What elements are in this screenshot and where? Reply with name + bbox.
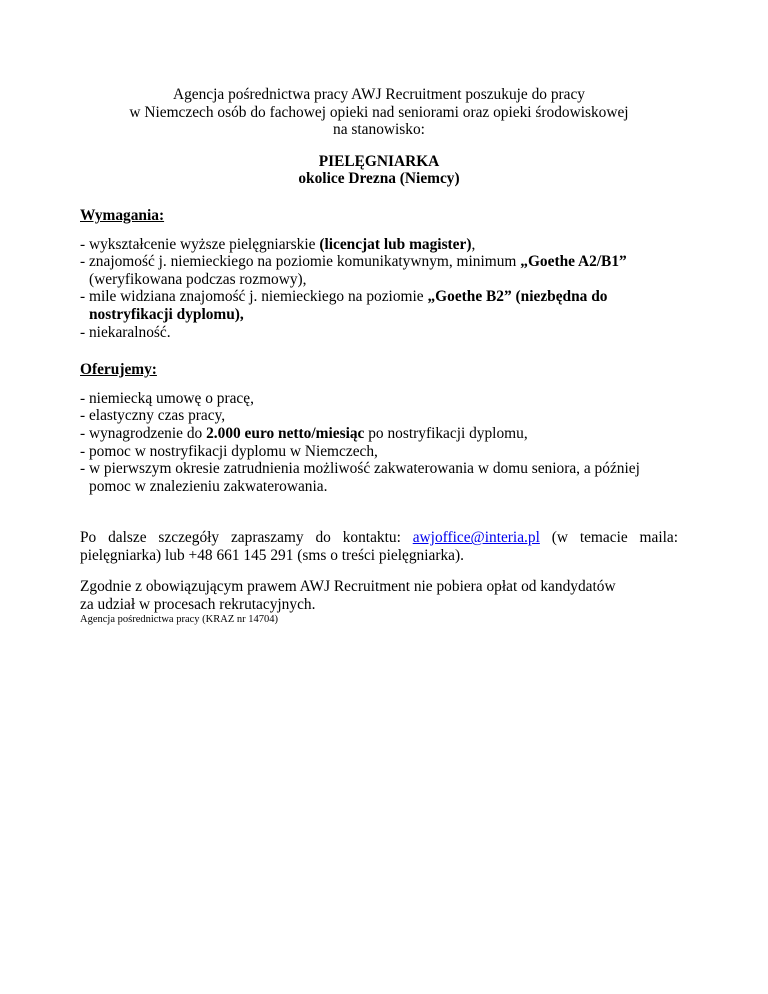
offer-item (80, 425, 678, 443)
salary-emphasis: 2.000 euro netto/miesiąc (206, 424, 365, 442)
requirements-list (80, 236, 678, 342)
intro-paragraph (80, 86, 678, 139)
offer-text: - niemiecką umowę o pracę, (80, 389, 254, 407)
requirement-text-end: , (471, 235, 476, 253)
requirement-item (80, 236, 678, 254)
requirement-item (80, 324, 678, 342)
offer-item (80, 407, 678, 425)
offer-text-end: po nostryfikacji dyplomu, (364, 424, 528, 442)
agency-registration-note: Agencja pośrednictwa pracy (KRAZ nr 14704) (80, 613, 278, 625)
offer-text: - pomoc w nostryfikacji dyplomu w Niemczech, (80, 442, 378, 460)
email-link[interactable]: awjoffice@interia.pl (412, 529, 540, 547)
contact-text-end: (w temacie maila: pielęgniarka) lub +48 661 145 291 (sms o treści pielęgniarka). (80, 529, 678, 564)
offer-item (80, 460, 678, 495)
requirement-emphasis: „Goethe A2/B1” (520, 253, 627, 271)
offer-text: - w pierwszym okresie zatrudnienia możliwość zakwaterowania w domu seniora, a później pomoc w znalezieniu zakwaterowania. (80, 460, 640, 495)
offer-text: - elastyczny czas pracy, (80, 407, 226, 425)
position-location: okolice Drezna (Niemcy) (298, 170, 460, 188)
intro-line-1: Agencja pośrednictwa pracy AWJ Recruitment poszukuje do pracy (172, 86, 586, 103)
intro-line-2: w Niemczech osób do fachowej opieki nad seniorami oraz opieki środowiskowej (129, 103, 629, 121)
offer-list (80, 390, 678, 496)
requirement-emphasis: (licencjat lub magister) (319, 235, 472, 253)
offer-item (80, 443, 678, 461)
contact-paragraph (80, 529, 678, 564)
contact-text: Po dalsze szczegóły zapraszamy do kontaktu: (80, 529, 413, 547)
requirements-heading: Wymagania: (80, 206, 165, 224)
requirement-text-end: (weryfikowana podczas rozmowy), (89, 270, 307, 288)
requirement-item (80, 253, 678, 288)
offer-text: - wynagrodzenie do (80, 424, 207, 442)
requirement-emphasis: „Goethe B2” (niezbędna do nostryfikacji dyplomu), (89, 288, 608, 323)
requirement-item (80, 288, 678, 323)
offer-item (80, 390, 678, 408)
position-block (80, 153, 678, 188)
requirement-text: - mile widziana znajomość j. niemieckiego na poziomie (80, 288, 428, 306)
legal-notice: Zgodnie z obowiązującym prawem AWJ Recruitment nie pobiera opłat od kandydatów za udział w procesach rekrutacyjnych. (80, 578, 616, 614)
requirement-text: - znajomość j. niemieckiego na poziomie komunikatywnym, minimum (80, 253, 521, 271)
job-offer-document (80, 86, 678, 626)
requirement-text: - niekaralność. (80, 323, 171, 341)
offer-heading: Oferujemy: (80, 361, 157, 379)
intro-line-3: na stanowisko: (333, 121, 425, 139)
requirement-text: - wykształcenie wyższe pielęgniarskie (80, 235, 320, 253)
position-title: PIELĘGNIARKA (318, 152, 440, 170)
